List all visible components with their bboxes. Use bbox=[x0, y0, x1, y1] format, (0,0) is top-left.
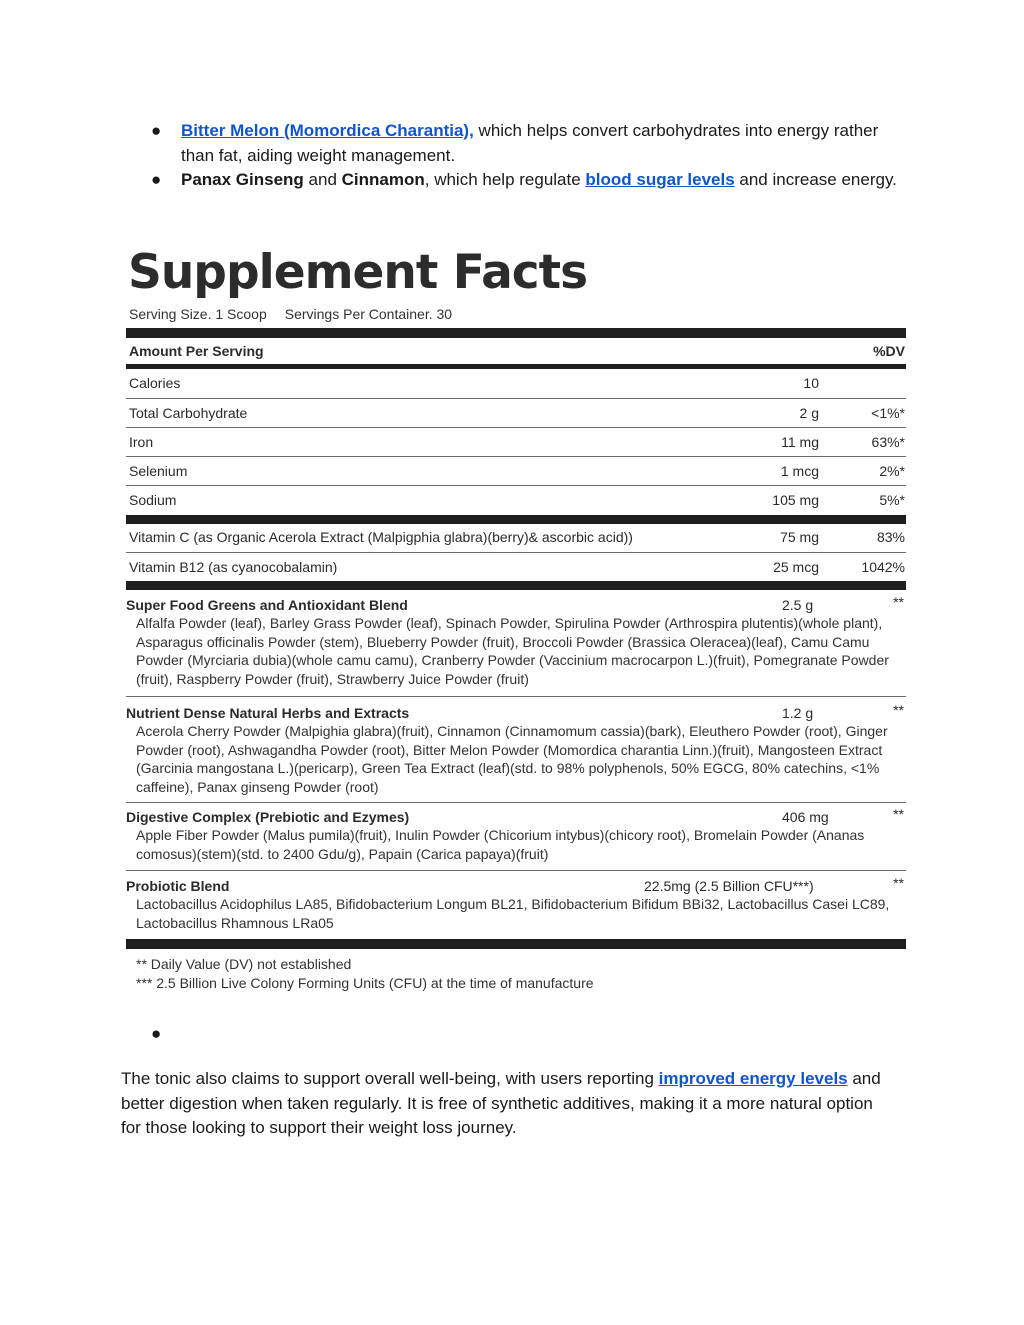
thick-divider bbox=[126, 581, 906, 590]
nutrient-amount: 2 g bbox=[799, 405, 819, 421]
nutrient-amount: 105 mg bbox=[772, 492, 819, 508]
footnote-dv: ** Daily Value (DV) not established bbox=[136, 956, 352, 972]
blend-name: Super Food Greens and Antioxidant Blend bbox=[126, 597, 408, 613]
nutrient-row bbox=[129, 492, 905, 514]
bullet-text-and: and bbox=[303, 170, 342, 189]
facts-title: Supplement Facts bbox=[128, 245, 588, 300]
row-divider bbox=[126, 696, 906, 697]
row-divider bbox=[126, 802, 906, 803]
bitter-melon-link-comma[interactable]: , bbox=[469, 121, 474, 140]
nutrient-row bbox=[129, 463, 905, 485]
bullet-text-end: and increase energy. bbox=[734, 170, 897, 189]
thick-divider bbox=[126, 515, 906, 524]
nutrient-dv: 63%* bbox=[871, 434, 905, 450]
thick-divider bbox=[126, 939, 906, 949]
bitter-melon-link[interactable]: Bitter Melon (Momordica Charantia) bbox=[181, 121, 470, 140]
nutrient-dv: 2%* bbox=[879, 463, 905, 479]
blend-dv: ** bbox=[893, 594, 904, 610]
bullet-item-ginseng bbox=[150, 168, 910, 193]
nutrient-amount: 10 bbox=[803, 375, 819, 391]
blend-amount: 2.5 g bbox=[782, 597, 814, 613]
blend-amount: 1.2 g bbox=[782, 705, 814, 721]
nutrient-name: Vitamin C (as Organic Acerola Extract (Malpigphia glabra)(berry)& ascorbic acid)) bbox=[129, 529, 633, 545]
blend-ingredients: Lactobacillus Acidophilus LA85, Bifidobacterium Longum BL21, Bifidobacterium Bifidum BBi32, Lactobacillus Casei LC89, Lactobacillus Rhamnous LRa05 bbox=[136, 896, 890, 931]
nutrient-name: Selenium bbox=[129, 463, 188, 479]
nutrient-amount: 25 mcg bbox=[773, 559, 819, 575]
nutrient-row bbox=[129, 434, 905, 456]
blend-name: Digestive Complex (Prebiotic and Ezymes) bbox=[126, 809, 410, 825]
improved-energy-link[interactable]: improved energy levels bbox=[658, 1069, 848, 1088]
bullet-dot: ● bbox=[151, 121, 162, 140]
serving-size: Serving Size. 1 Scoop bbox=[129, 306, 267, 322]
body-paragraph bbox=[121, 1067, 881, 1141]
row-divider bbox=[126, 870, 906, 871]
header-amount-per-serving: Amount Per Serving bbox=[129, 343, 264, 359]
row-divider bbox=[126, 398, 906, 399]
blend-amount: 406 mg bbox=[782, 809, 829, 825]
blend-name: Probiotic Blend bbox=[126, 878, 230, 894]
nutrient-row bbox=[129, 559, 905, 581]
nutrient-row bbox=[129, 375, 905, 397]
footnote-cfu: *** 2.5 Billion Live Colony Forming Units (CFU) at the time of manufacture bbox=[136, 975, 594, 991]
blend-name: Nutrient Dense Natural Herbs and Extracts bbox=[126, 705, 410, 721]
row-divider bbox=[126, 552, 906, 553]
nutrient-amount: 1 mcg bbox=[780, 463, 819, 479]
blend-dv: ** bbox=[893, 875, 904, 891]
nutrient-amount: 11 mg bbox=[781, 434, 819, 450]
thick-divider bbox=[126, 328, 906, 338]
nutrient-name: Calories bbox=[129, 375, 181, 391]
nutrient-dv: <1%* bbox=[871, 405, 905, 421]
nutrient-name: Iron bbox=[129, 434, 154, 450]
blend-ingredients: Acerola Cherry Powder (Malpighia glabra)(fruit), Cinnamon (Cinnamomum cassia)(bark), Eleuthero Powder (root), Ginger Powder (root), Ashwagandha Powder (root), Bitter Melon Powder (Momordica charantia Linn.)(fruit), Mangosteen Extract (Garcinia mangostana L.)(pericarp), Green Tea Extract (leaf)(std. to 98% polyphenols, 50% EGCG, 80% catechins, <1% caffeine), Panax ginseng Powder (root) bbox=[136, 723, 888, 795]
servings-per-container: Servings Per Container. 30 bbox=[284, 306, 453, 322]
serving-info bbox=[129, 306, 452, 322]
nutrient-name: Vitamin B12 (as cyanocobalamin) bbox=[129, 559, 338, 575]
row-divider bbox=[126, 456, 906, 457]
ginseng-bold: Panax Ginseng bbox=[181, 170, 304, 189]
nutrient-dv: 83% bbox=[876, 529, 905, 545]
blend-ingredients: Alfalfa Powder (leaf), Barley Grass Powder (leaf), Spinach Powder, Spirulina Powder (Arthrospira plutentis)(whole plant), Asparagus officinalis Powder (stem), Blueberry Powder (fruit), Broccoli Powder (Brassica Oleracea)(leaf), Camu Camu Powder (Myrciaria dubia)(whole camu camu), Cranberry Powder (Vaccinium macrocarpon L.)(fruit), Pomegranate Powder (fruit), Raspberry Powder (fruit), Strawberry Juice Powder (fruit) bbox=[136, 615, 889, 687]
header-row bbox=[129, 343, 905, 365]
bullet-text-mid: , which help regulate bbox=[424, 170, 586, 189]
empty-bullet: ● bbox=[151, 1024, 162, 1043]
header-dv: %DV bbox=[873, 343, 905, 359]
row-divider bbox=[126, 485, 906, 486]
nutrient-amount: 75 mg bbox=[780, 529, 819, 545]
blend-dv: ** bbox=[893, 806, 904, 822]
blend-dv: ** bbox=[893, 702, 904, 718]
bullet-text: which helps convert carbohydrates into energy rather than fat, aiding weight management. bbox=[181, 121, 879, 165]
cinnamon-bold: Cinnamon bbox=[341, 170, 425, 189]
blend-ingredients: Apple Fiber Powder (Malus pumila)(fruit), Inulin Powder (Chicorium intybus)(chicory root), Bromelain Powder (Ananas comosus)(stem)(std. to 2400 Gdu/g), Papain (Carica papaya)(fruit) bbox=[136, 827, 865, 862]
paragraph-text-after: and better digestion when taken regularly. It is free of synthetic additives, making it a more natural option for those looking to support their weight loss journey. bbox=[121, 1069, 881, 1137]
bullet-dot: ● bbox=[151, 170, 162, 189]
medium-divider bbox=[126, 364, 906, 369]
blood-sugar-link[interactable]: blood sugar levels bbox=[585, 170, 735, 189]
nutrient-name: Sodium bbox=[129, 492, 177, 508]
row-divider bbox=[126, 427, 906, 428]
supplement-facts-panel bbox=[122, 245, 908, 1005]
nutrient-row bbox=[129, 405, 905, 427]
nutrient-row bbox=[129, 529, 905, 551]
nutrient-dv: 5%* bbox=[879, 492, 905, 508]
nutrient-dv: 1042% bbox=[861, 559, 905, 575]
blend-amount: 22.5mg (2.5 Billion CFU***) bbox=[644, 878, 814, 894]
nutrient-name: Total Carbohydrate bbox=[129, 405, 248, 421]
paragraph-text-before: The tonic also claims to support overall well-being, with users reporting bbox=[121, 1069, 659, 1088]
bullet-list bbox=[150, 119, 910, 193]
bullet-item-bitter-melon bbox=[150, 119, 910, 168]
